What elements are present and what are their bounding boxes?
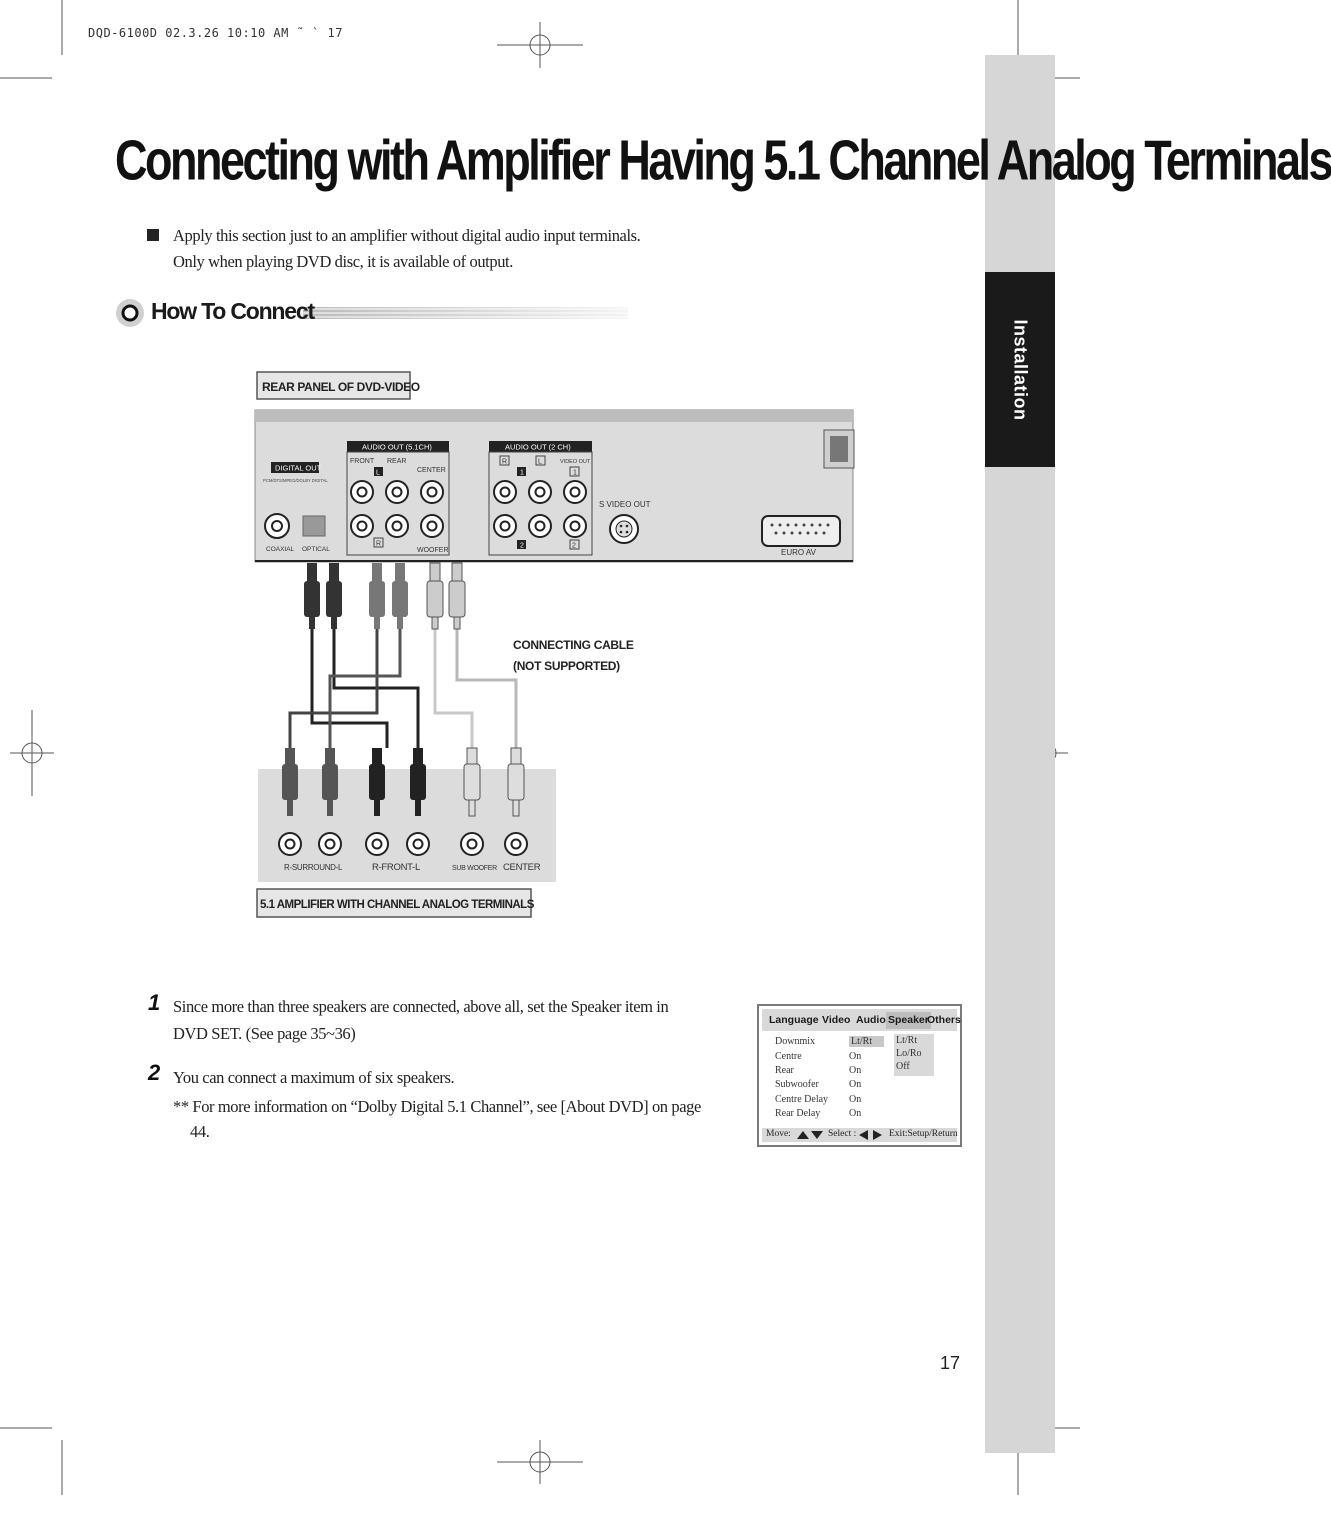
osd-tab-video: Video xyxy=(822,1014,851,1026)
optical-jack-icon xyxy=(303,516,325,536)
osd-tab-others: Others xyxy=(927,1014,961,1026)
amp-label: 5.1 AMPLIFIER WITH CHANNEL ANALOG TERMINALS xyxy=(260,899,534,911)
osd-tab-audio: Audio xyxy=(856,1014,886,1026)
amp-sub-label: SUB WOOFER xyxy=(452,865,497,872)
osd-footer-select: Select : xyxy=(828,1129,857,1139)
intro-line-2: Only when playing DVD disc, it is available of output. xyxy=(173,252,513,271)
group-2-label: 2 xyxy=(520,542,524,550)
page-number: 17 xyxy=(940,1353,961,1373)
coaxial-label: COAXIAL xyxy=(266,546,295,553)
jack-l2-label: L xyxy=(538,458,542,466)
note-line-1: ** For more information on “Dolby Digital 5.1 Channel”, see [About DVD] on page xyxy=(173,1097,701,1116)
osd-option-list xyxy=(894,1034,934,1076)
side-strip xyxy=(985,55,1055,1453)
rear-label: REAR xyxy=(387,458,407,465)
woofer-label: WOOFER xyxy=(417,547,449,554)
group-2b-label: 2 xyxy=(572,542,576,550)
connecting-cables xyxy=(290,628,516,748)
left-right-arrow-icon xyxy=(859,1130,883,1140)
speaker-setup-menu xyxy=(757,1004,962,1147)
optical-label: OPTICAL xyxy=(302,546,330,553)
cable-label-line-1: CONNECTING CABLE xyxy=(513,638,634,652)
page-title: Connecting with Amplifier Having 5.1 Channel Analog Terminals xyxy=(115,128,1331,192)
front-label: FRONT xyxy=(350,458,375,465)
digital-out-label: DIGITAL OUT xyxy=(275,463,322,473)
osd-tab-language: Language xyxy=(769,1014,819,1026)
video-out-label: VIDEO OUT xyxy=(560,459,591,465)
s-video-out-label: S VIDEO OUT xyxy=(599,500,651,509)
print-header: DQD-6100D 02.3.26 10:10 AM ˜ ` 17 xyxy=(88,26,343,40)
rca-plugs-top xyxy=(304,563,465,629)
amp-front-label: R-FRONT-L xyxy=(372,862,420,873)
jack-r2-label: R xyxy=(502,458,508,466)
section-tab-label: Installation xyxy=(1010,318,1031,421)
osd-row-value: On xyxy=(849,1051,862,1062)
section-tab-installation xyxy=(985,272,1055,467)
up-down-arrow-icon xyxy=(797,1130,823,1140)
amp-center-label: CENTER xyxy=(503,862,541,873)
osd-row-label: Subwoofer xyxy=(775,1079,819,1090)
section-title: How To Connect xyxy=(151,298,314,324)
amp-surround-label: R-SURROUND-L xyxy=(284,863,343,872)
rear-panel-label: REAR PANEL OF DVD-VIDEO xyxy=(262,380,420,394)
bullet-square-icon xyxy=(147,229,159,241)
group-1b-label: 1 xyxy=(573,469,577,477)
osd-footer xyxy=(762,1128,957,1142)
group-1-label: 1 xyxy=(520,469,524,477)
step-1-number: 1 xyxy=(148,990,161,1015)
osd-tab-speaker: Speaker xyxy=(886,1012,931,1029)
euro-av-connector-icon xyxy=(762,516,840,546)
osd-row-label: Downmix xyxy=(775,1036,815,1047)
osd-option: Lo/Ro xyxy=(896,1048,922,1059)
cable-label-line-2: (NOT SUPPORTED) xyxy=(513,659,620,673)
osd-row-value: On xyxy=(849,1094,862,1105)
intro-line-1: Apply this section just to an amplifier without digital audio input terminals. xyxy=(173,226,641,245)
osd-row-label: Centre xyxy=(775,1051,802,1062)
osd-row-value: On xyxy=(849,1079,862,1090)
jack-l-label: L xyxy=(376,469,380,477)
connection-diagram xyxy=(250,368,860,928)
jack-r-label: R xyxy=(376,540,382,548)
digital-out-sub: PCM/DTS/MPEG/DOLBY DIGITAL xyxy=(263,478,328,483)
step-1-line-2: DVD SET. (See page 35~36) xyxy=(173,1024,356,1043)
osd-row-value: On xyxy=(849,1065,862,1076)
step-2-number: 2 xyxy=(148,1060,161,1085)
osd-option: Lt/Rt xyxy=(896,1035,918,1046)
note-line-2: 44. xyxy=(190,1122,210,1141)
osd-tab-bar xyxy=(762,1009,961,1031)
euro-av-label: EURO AV xyxy=(781,548,816,557)
audio-out-51-label: AUDIO OUT (5.1CH) xyxy=(362,442,432,452)
center-label: CENTER xyxy=(417,467,446,474)
osd-footer-exit: Exit:Setup/Return xyxy=(889,1129,958,1139)
step-2-line-1: You can connect a maximum of six speakers. xyxy=(173,1068,455,1087)
osd-row-label: Rear xyxy=(775,1065,794,1076)
step-1-line-1: Since more than three speakers are connected, above all, set the Speaker item in xyxy=(173,997,669,1016)
osd-row-label: Centre Delay xyxy=(775,1094,829,1105)
osd-option: Off xyxy=(896,1061,910,1072)
osd-row-label: Rear Delay xyxy=(775,1108,821,1119)
audio-out-2ch-label: AUDIO OUT (2 CH) xyxy=(505,442,571,452)
osd-row-value: Lt/Rt xyxy=(849,1036,884,1047)
osd-footer-move: Move: xyxy=(766,1129,791,1139)
osd-row-value: On xyxy=(849,1108,862,1119)
